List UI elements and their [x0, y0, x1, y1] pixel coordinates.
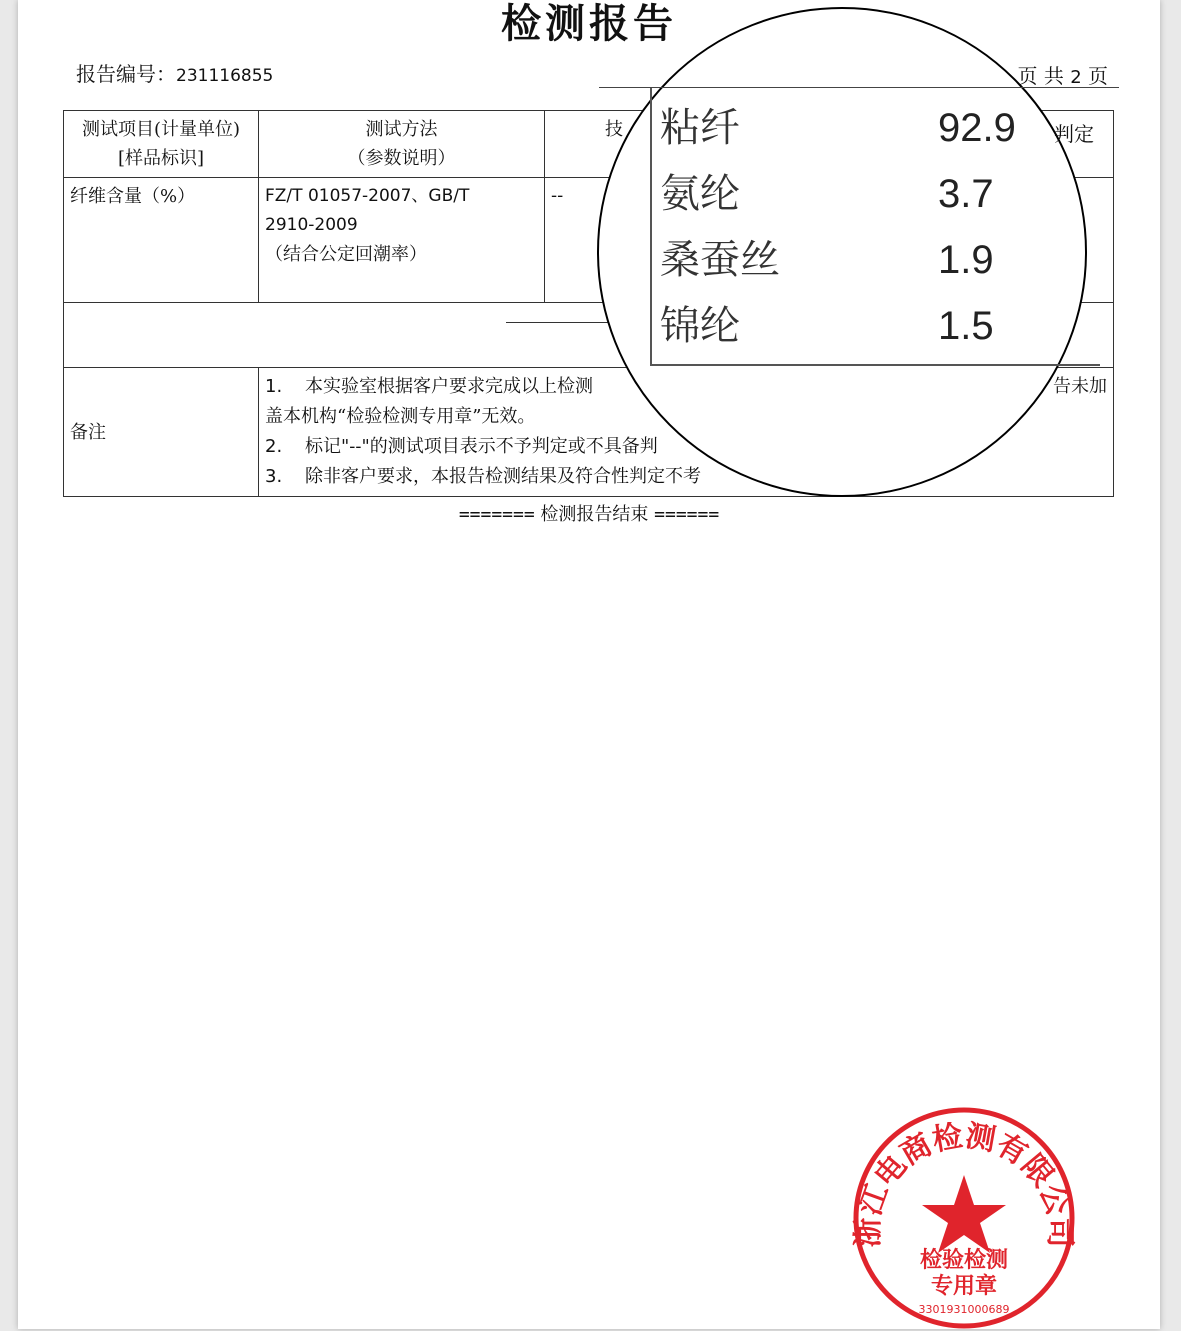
- note-item: 2. 标记"--"的测试项目表示不予判定或不具备判: [265, 436, 658, 457]
- seal-serial: 3301931000689: [918, 1303, 1010, 1316]
- col-test-item-header: 测试项目(计量单位) [样品标识]: [64, 111, 259, 178]
- col-tech-req-header: 技: [545, 111, 1114, 178]
- report-number-label: 报告编号：: [76, 62, 176, 86]
- page-count-suffix: 页: [1088, 64, 1108, 88]
- page-count-total: 2: [1070, 67, 1082, 88]
- report-number-value: 231116855: [176, 66, 274, 86]
- magnified-row: 粘纤 92.9: [660, 105, 1016, 151]
- page-title: 检测报告: [501, 0, 677, 47]
- star-icon: [922, 1175, 1006, 1253]
- seal-purpose-line2: 专用章: [930, 1273, 998, 1299]
- report-end-marker: ======= 检测报告结束 ======: [458, 504, 720, 525]
- magnified-row: 锦纶 1.5: [660, 303, 994, 349]
- note-item: 3. 除非客户要求，本报告检测结果及符合性判定不考: [265, 466, 701, 487]
- note-item: 盖本机构“检验检测专用章”无效。: [265, 406, 536, 427]
- zoom-magnifier: [597, 7, 1094, 497]
- page-count-prefix: 共: [1043, 64, 1064, 88]
- magnified-row: 氨纶 3.7: [660, 171, 994, 217]
- magnified-row: 桑蚕丝 1.9: [660, 237, 994, 283]
- fiber-method-cell: FZ/T 01057-2007、GB/T 2910-2009 （结合公定回潮率）: [259, 178, 545, 303]
- fiber-tech-req-cell: --: [545, 178, 1114, 303]
- magnified-judge-header: 判定: [1054, 122, 1094, 146]
- fiber-item-cell: 纤维含量（%）: [64, 178, 259, 303]
- notes-label: 备注: [64, 368, 259, 497]
- note-item: 1. 本实验室根据客户要求完成以上检测 告未加: [265, 376, 1107, 397]
- seal-purpose-line1: 检验检测: [919, 1247, 1009, 1273]
- official-seal: [851, 1105, 1077, 1331]
- page-count-partial: 页: [1017, 64, 1038, 88]
- seal-org-name: 浙江电商检测有限公司: [851, 1118, 1077, 1248]
- col-method-header: 测试方法 （参数说明）: [259, 111, 545, 178]
